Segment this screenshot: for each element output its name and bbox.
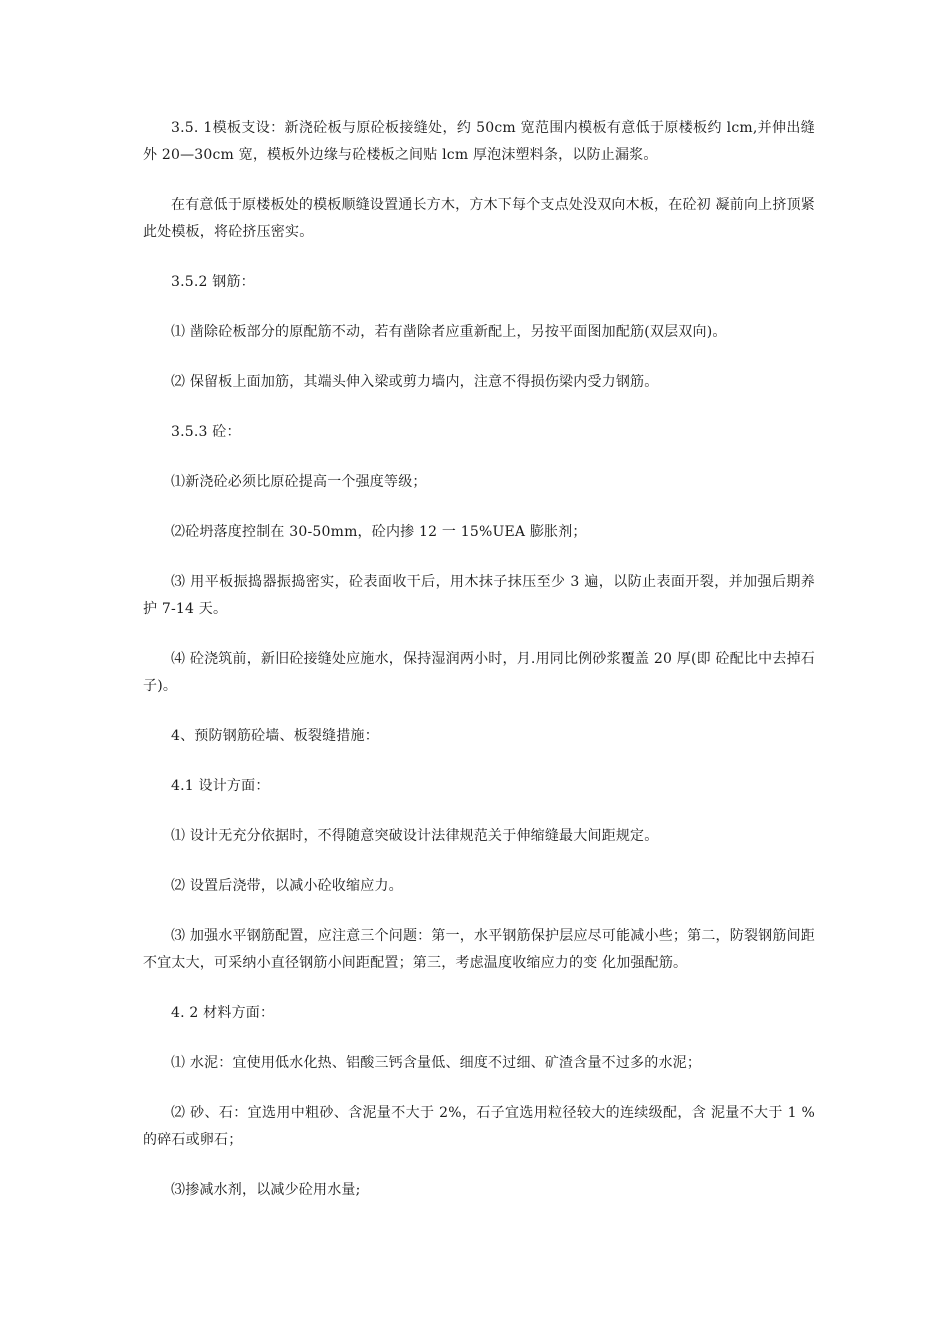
list-item-concrete-3: ⑶ 用平板振捣器振捣密实，砼表面收干后，用木抹子抹压至少 3 遍，以防止表面开裂，并加强后期养护 7-14 天。 <box>143 574 815 617</box>
heading-rebar: 3.5.2 钢筋： <box>171 274 255 290</box>
document-body <box>143 115 815 1204</box>
list-item-concrete-2: ⑵砼坍落度控制在 30-50mm，砼内掺 12 一 15%UEA 膨胀剂； <box>171 524 587 540</box>
heading-concrete: 3.5.3 砼： <box>171 424 241 440</box>
list-item-design-3: ⑶ 加强水平钢筋配置，应注意三个问题：第一，水平钢筋保护层应尽可能减小些；第二，防裂钢筋间距不宜太大，可采纳小直径钢筋小间距配置；第三，考虑温度收缩应力的变 化加强配筋。 <box>143 928 815 971</box>
list-item-rebar-1: ⑴ 凿除砼板部分的原配筋不动，若有凿除者应重新配上，另按平面图加配筋(双层双向)。 <box>171 324 727 340</box>
heading-materials: 4. 2 材料方面： <box>171 1005 275 1021</box>
list-item-concrete-1: ⑴新浇砼必须比原砼提高一个强度等级； <box>171 474 427 490</box>
list-item-materials-2: ⑵ 砂、石：宜选用中粗砂、含泥量不大于 2%，石子宜选用粒径较大的连续级配，含 泥量不大于 1 %的碎石或卵石； <box>143 1105 815 1148</box>
list-item-materials-3: ⑶掺减水剂，以减少砼用水量; <box>171 1182 361 1198</box>
paragraph-formwork-support: 3.5. 1模板支设：新浇砼板与原砼板接缝处，约 50cm 宽范围内模板有意低于原楼板约 lcm,并伸出缝外 20—30cm 宽，模板外边缘与砼楼板之间贴 lcm 厚泡沫塑料条，以防止漏浆。 <box>143 120 815 163</box>
list-item-rebar-2: ⑵ 保留板上面加筋，其端头伸入梁或剪力墙内，注意不得损伤梁内受力钢筋。 <box>171 374 659 390</box>
list-item-materials-1: ⑴ 水泥：宜使用低水化热、铝酸三钙含量低、细度不过细、矿渣含量不过多的水泥； <box>171 1055 702 1071</box>
list-item-design-2: ⑵ 设置后浇带，以减小砼收缩应力。 <box>171 878 403 894</box>
heading-crack-prevention: 4、预防钢筋砼墙、板裂缝措施： <box>171 728 379 744</box>
heading-design: 4.1 设计方面： <box>171 778 270 794</box>
list-item-design-1: ⑴ 设计无充分依据时，不得随意突破设计法律规范关于伸缩缝最大间距规定。 <box>171 828 659 844</box>
list-item-concrete-4: ⑷ 砼浇筑前，新旧砼接缝处应施水，保持湿润两小时，月.用同比例砂浆覆盖 20 厚(即 砼配比中去掉石子)。 <box>143 651 815 694</box>
paragraph-timber-beam: 在有意低于原楼板处的模板顺缝设置通长方木，方木下每个支点处没双向木板，在砼初 凝前向上挤顶紧此处模板，将砼挤压密实。 <box>143 197 815 240</box>
